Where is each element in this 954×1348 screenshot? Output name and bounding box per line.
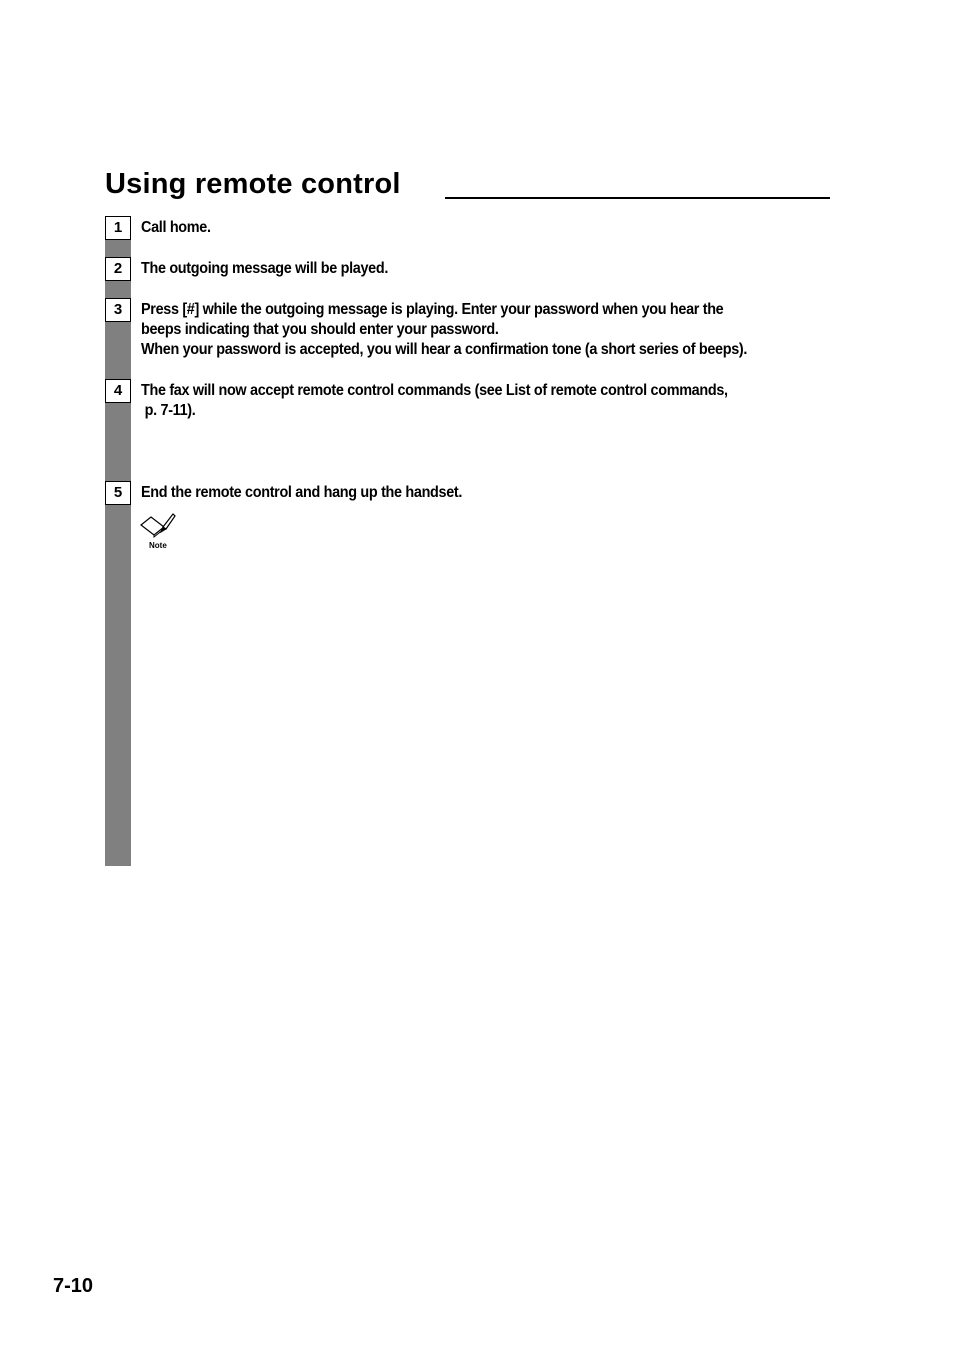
step-1-line-1: Call home. bbox=[141, 219, 211, 236]
step-3-number: 3 bbox=[105, 298, 131, 322]
step-4-number: 4 bbox=[105, 379, 131, 403]
step-3-text bbox=[141, 300, 747, 360]
note-label: Note bbox=[149, 541, 167, 550]
step-2-number: 2 bbox=[105, 257, 131, 281]
step-4-line-2: p. 7-11). bbox=[141, 402, 196, 419]
step-3-line-1: Press [#] while the outgoing message is playing. Enter your password when you hear the bbox=[141, 301, 724, 318]
step-2-line-1: The outgoing message will be played. bbox=[141, 260, 389, 277]
step-2-text bbox=[141, 259, 388, 279]
step-5-number: 5 bbox=[105, 481, 131, 505]
step-4-line-1: The fax will now accept remote control commands (see List of remote control commands, bbox=[141, 382, 728, 399]
step-5-line-1: End the remote control and hang up the handset. bbox=[141, 484, 463, 501]
step-5-text bbox=[141, 483, 462, 503]
step-1-number: 1 bbox=[105, 216, 131, 240]
step-3-line-3: When your password is accepted, you will hear a confirmation tone (a short series of beeps). bbox=[141, 341, 748, 358]
step-3-line-2: beeps indicating that you should enter your password. bbox=[141, 321, 499, 338]
title-underline bbox=[445, 197, 830, 199]
step-1-text bbox=[141, 218, 211, 238]
page-title: Using remote control bbox=[105, 168, 401, 200]
step-4-text bbox=[141, 381, 728, 421]
page-number: 7-10 bbox=[53, 1275, 94, 1297]
